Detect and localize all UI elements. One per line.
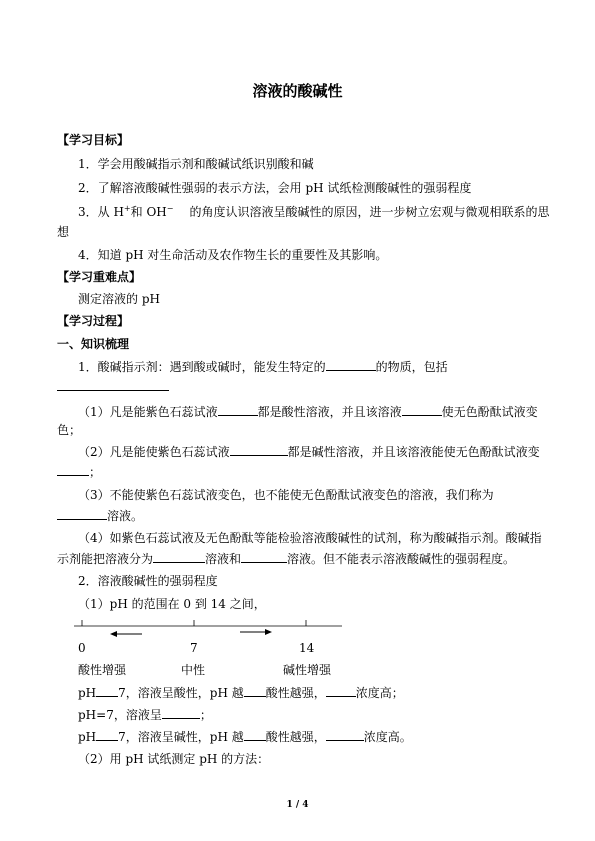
blank: [241, 551, 287, 563]
para-neutral: （3）不能使紫色石蕊试液变色，也不能使无色酚酞试液变色的溶液，我们称为: [78, 488, 494, 502]
arrow-left-head: [110, 631, 117, 637]
label-basic: 碱性增强: [283, 663, 332, 677]
goal-item-2: 2．了解溶液酸碱性强弱的表示方法，会用 pH 试纸检测酸碱性的强弱程度: [78, 181, 472, 195]
question-acidic: pH 7，溶液呈酸性，pH 越 酸性越强， 浓度高；: [78, 686, 404, 700]
para-indicator: 1．酸碱指示剂：遇到酸或碱时，能发生特定的 的物质，包括: [78, 360, 448, 374]
blank: [96, 729, 118, 741]
arrow-right-head: [265, 629, 272, 635]
blank: [326, 359, 376, 371]
blank: [57, 379, 169, 391]
para-indicator-def-cont: 示剂能把溶液分为 溶液和 溶液。但不能表示溶液酸碱性的强弱程度。: [57, 552, 516, 566]
question-neutral: pH=7，溶液呈 ；: [78, 708, 212, 722]
blank: [57, 464, 89, 476]
para-strength: 2．溶液酸碱性的强弱程度: [78, 574, 218, 588]
page-number: 1 / 4: [286, 800, 309, 810]
blank: [244, 729, 266, 741]
para-acid: （1）凡是能紫色石蕊试液 都是酸性溶液，并且该溶液 使无色酚酞试液变: [78, 405, 538, 419]
blank: [326, 729, 364, 741]
section-knowledge: 一、知识梳理: [57, 337, 130, 351]
keypoints-heading: 【学习重难点】: [57, 270, 142, 284]
keypoint-item: 测定溶液的 pH: [78, 292, 160, 306]
goal-item-1: 1．学会用酸碱指示剂和酸碱试纸识别酸和碱: [78, 157, 314, 171]
question-basic: pH 7，溶液呈碱性，pH 越 酸性越强， 浓度高。: [78, 730, 412, 744]
para-base: （2）凡是能使紫色石蕊试液 都是碱性溶液，并且该溶液能使无色酚酞试液变: [78, 445, 540, 459]
goals-heading: 【学习目标】: [57, 133, 130, 147]
para-base-cont: ；: [57, 464, 101, 479]
scale-label-0: 0: [78, 641, 86, 655]
process-heading: 【学习过程】: [57, 314, 130, 328]
blank: [244, 685, 266, 697]
goal-item-3: 3．从 H+和 OH− 的角度认识溶液呈酸碱性的原因，进一步树立宏观与微观相联系的思: [78, 204, 550, 219]
blank: [153, 551, 205, 563]
blank: [162, 707, 200, 719]
blank: [96, 685, 118, 697]
label-acidic: 酸性增强: [78, 663, 127, 677]
para-indicator-blank: [57, 379, 169, 394]
para-acid-cont: 色；: [57, 423, 82, 437]
para-test-paper: （2）用 pH 试纸测定 pH 的方法：: [78, 752, 270, 766]
scale-label-7: 7: [190, 641, 198, 655]
label-neutral: 中性: [181, 663, 206, 677]
blank: [218, 404, 258, 416]
blank: [230, 444, 288, 456]
goal-item-4: 4．知道 pH 对生命活动及农作物生长的重要性及其影响。: [78, 248, 388, 262]
goal-item-3-cont: 想: [57, 225, 70, 239]
para-indicator-def: （4）如紫色石蕊试液及无色酚酞等能检验溶液酸碱性的试剂，称为酸碱指示剂。酸碱指: [78, 531, 542, 545]
blank: [57, 508, 107, 520]
para-ph-range: （1）pH 的范围在 0 到 14 之间，: [78, 597, 266, 611]
scale-label-14: 14: [299, 641, 315, 655]
blank: [326, 685, 356, 697]
ph-scale: [70, 614, 350, 640]
blank: [402, 404, 442, 416]
para-neutral-cont: 溶液。: [57, 508, 143, 523]
document-title: 溶液的酸碱性: [252, 82, 343, 100]
